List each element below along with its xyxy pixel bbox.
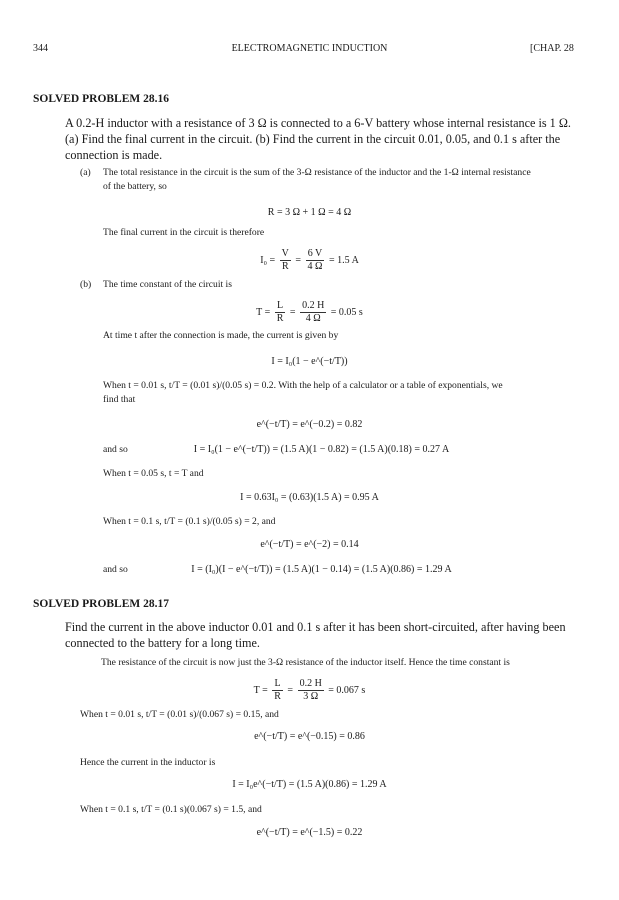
running-title: ELECTROMAGNETIC INDUCTION <box>231 43 388 54</box>
solution-text: When t = 0.05 s, t = T and <box>103 468 204 479</box>
numerator: L <box>275 300 286 313</box>
denominator: 4 Ω <box>307 261 323 272</box>
problem-title: SOLVED PROBLEM 28.16 <box>33 93 170 105</box>
part-label: (a) <box>80 167 91 178</box>
eq-sign: = <box>295 254 302 266</box>
solution-text: The resistance of the circuit is now just the 3-Ω resistance of the inductor itself. Hence the time constant is <box>101 657 510 668</box>
solution-text: The total resistance in the circuit is the sum of the 3-Ω resistance of the inductor and the 1-Ω internal resistance <box>103 167 531 178</box>
equation: R = 3 Ω + 1 Ω = 4 Ω <box>267 207 352 218</box>
eq-rhs: = 1.5 A <box>328 254 359 266</box>
numerator: 0.2 H <box>302 300 325 311</box>
eq-rhs: = 0.05 s <box>330 306 363 318</box>
solution-text: When t = 0.1 s, t/T = (0.1 s)(0.067 s) = 1.5, and <box>80 804 262 815</box>
numerator: 0.2 H <box>299 678 322 689</box>
equation: I = I₀(1 − e^(−t/T)) <box>271 356 348 367</box>
denominator: R <box>281 261 289 272</box>
chapter-label: [CHAP. 28 <box>530 43 574 54</box>
solution-text: When t = 0.01 s, t/T = (0.01 s)/(0.05 s) = 0.2. With the help of a calculator or a table of exponentials, we <box>103 380 503 391</box>
problem-title: SOLVED PROBLEM 28.17 <box>33 598 170 610</box>
solution-text: When t = 0.1 s, t/T = (0.1 s)/(0.05 s) = 2, and <box>103 516 276 527</box>
eq-lhs: T = <box>256 306 271 318</box>
solution-text: and so <box>103 564 128 575</box>
solution-text: find that <box>103 394 136 405</box>
problem-statement: Find the current in the above inductor 0.01 and 0.1 s after it has been short-circuited, after having been <box>65 620 566 634</box>
equation: I = I₀e^(−t/T) = (1.5 A)(0.86) = 1.29 A <box>232 779 387 790</box>
denominator: 4 Ω <box>305 313 321 324</box>
equation: e^(−t/T) = e^(−2) = 0.14 <box>260 539 359 550</box>
solution-text: of the battery, so <box>103 181 167 192</box>
numerator: L <box>272 678 283 691</box>
part-label: (b) <box>80 279 92 290</box>
eq-sign: = <box>287 684 294 696</box>
equation: e^(−t/T) = e^(−1.5) = 0.22 <box>256 827 363 838</box>
eq-sign: = <box>289 306 296 318</box>
denominator: 3 Ω <box>303 691 319 702</box>
denominator: R <box>274 691 281 702</box>
equation-fraction <box>0 248 619 273</box>
solution-text: The time constant of the circuit is <box>103 279 232 290</box>
solution-text: The final current in the circuit is therefore <box>103 227 265 238</box>
problem-statement: connected to the battery for a long time. <box>65 636 260 650</box>
solution-text: Hence the current in the inductor is <box>80 757 216 768</box>
equation: e^(−t/T) = e^(−0.2) = 0.82 <box>256 419 363 430</box>
solution-text: When t = 0.01 s, t/T = (0.01 s)/(0.067 s) = 0.15, and <box>80 709 279 720</box>
problem-statement: A 0.2-H inductor with a resistance of 3 Ω is connected to a 6-V battery whose internal resistance is 1 Ω. <box>65 116 571 130</box>
equation: I = I₀(1 − e^(−t/T)) = (1.5 A)(1 − 0.82) = (1.5 A)(0.18) = 0.27 A <box>193 444 450 455</box>
problem-statement: (a) Find the final current in the circuit. (b) Find the current in the circuit 0.01, 0.05, and 0.1 s after the <box>65 132 561 146</box>
numerator: V <box>281 248 289 259</box>
problem-statement: connection is made. <box>65 148 163 162</box>
solution-text: At time t after the connection is made, the current is given by <box>103 330 339 341</box>
equation-fraction <box>0 300 619 325</box>
eq-lhs: I₀ = <box>260 254 276 266</box>
solution-text: and so <box>103 444 128 455</box>
denominator: R <box>276 313 284 324</box>
equation: I = 0.63I₀ = (0.63)(1.5 A) = 0.95 A <box>240 492 379 503</box>
page-number: 344 <box>33 43 48 54</box>
equation: e^(−t/T) = e^(−0.15) = 0.86 <box>254 731 365 742</box>
eq-rhs: = 0.067 s <box>328 684 366 696</box>
eq-lhs: T = <box>253 684 268 696</box>
equation: I = (I₀)(I − e^(−t/T)) = (1.5 A)(1 − 0.14) = (1.5 A)(0.86) = 1.29 A <box>191 564 452 575</box>
equation-fraction <box>0 678 619 703</box>
numerator: 6 V <box>306 248 325 261</box>
